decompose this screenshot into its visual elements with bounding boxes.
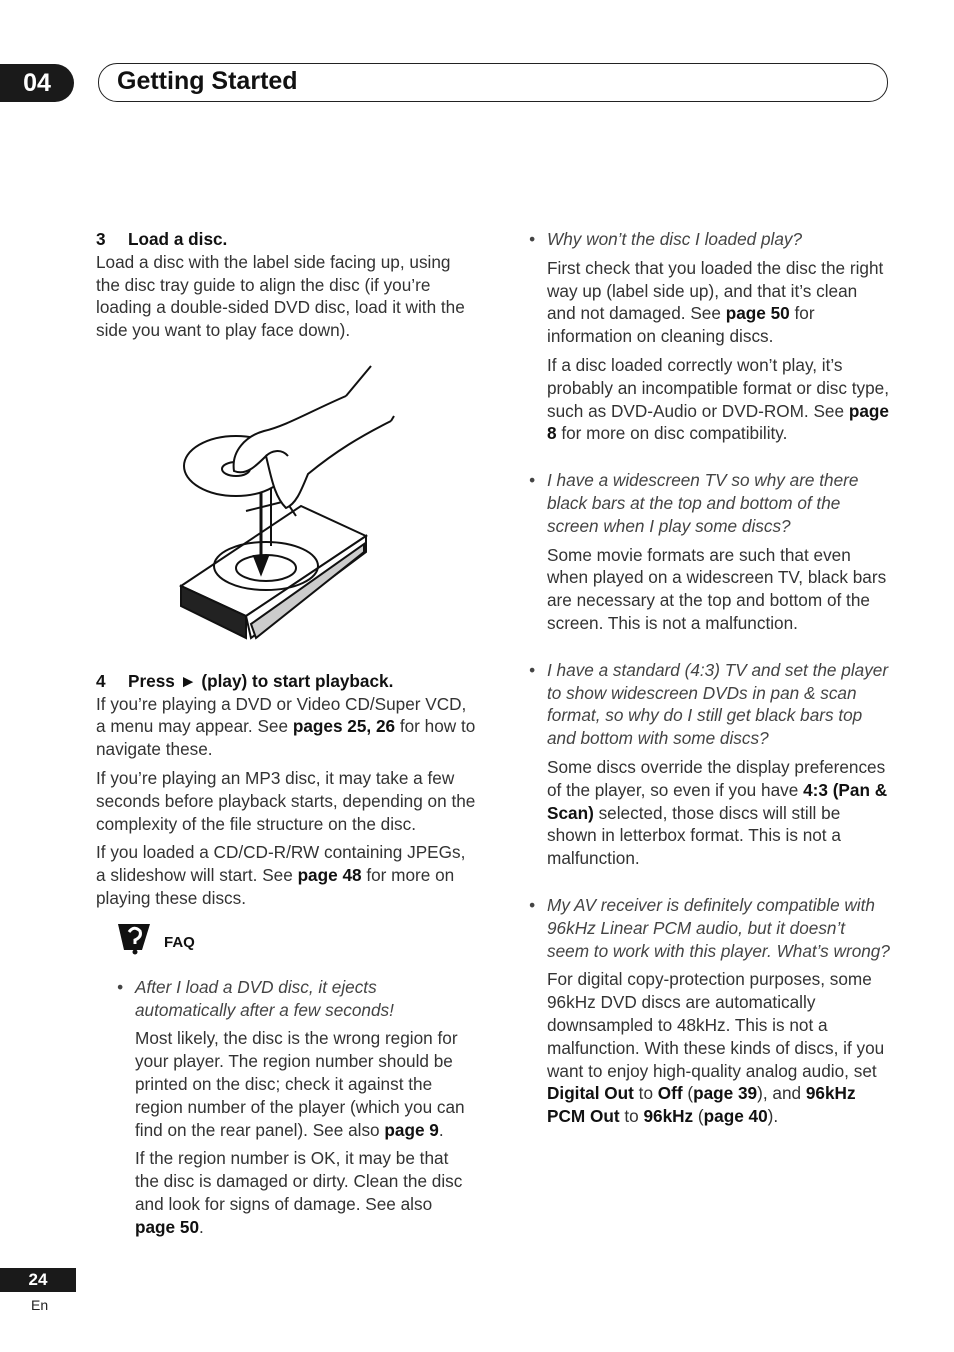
faq-answer: Some movie formats are such that even when played on a widescreen TV, black bars are necessary at the top and bottom of the screen. This is not a malfunction. — [547, 544, 887, 633]
faq-list — [96, 976, 476, 1239]
step-4-heading: 4 Press ► (play) to start playback. — [96, 670, 394, 691]
step-4-para-2: If you’re playing an MP3 disc, it may take a few seconds before playback starts, depending on the complexity of the file structure on the disc. — [96, 767, 476, 834]
faq-heading — [116, 920, 476, 964]
right-column — [528, 228, 890, 1134]
step-3-body: Load a disc with the label side facing up, using the disc tray guide to align the disc (if you’re loading a double-sided DVD disc, load it with the side you want to play face down). — [96, 251, 465, 341]
play-icon: ► — [179, 670, 197, 691]
chapter-title: Getting Started — [117, 67, 298, 95]
faq-icon — [116, 920, 156, 956]
faq-question: • My AV receiver is definitely compatible with 96kHz Linear PCM audio, but it doesn’t seem to work with this player. What’s wrong? — [529, 894, 890, 961]
faq-question: • After I load a DVD disc, it ejects automatically after a few seconds! — [117, 976, 394, 1020]
faq-answer: Some discs override the display preferences of the player, so even if you have 4:3 (Pan & Scan) selected, those discs will still be shown in letterbox format. This is not a malfunction. — [547, 756, 888, 869]
chapter-number: 04 — [0, 64, 74, 102]
faq-label: FAQ — [164, 933, 195, 951]
faq-answer: If a disc loaded correctly won’t play, it’s probably an incompatible format or disc type, such as DVD-Audio or DVD-ROM. See page 8 for more on disc compatibility. — [547, 354, 890, 444]
faq-answer: If the region number is OK, it may be that the disc is damaged or dirty. Clean the disc and look for signs of damage. See also page 50. — [135, 1148, 463, 1237]
faq-answer: For digital copy-protection purposes, some 96kHz DVD discs are automatically downsampled to 48kHz. This is not a malfunction. With these kinds of discs, if you want to enjoy high-quality analog audio, set Digital Out to Off (page 39), and 96kHz PCM Out to 96kHz (page 40). — [547, 969, 885, 1127]
load-disc-illustration — [96, 356, 476, 646]
faq-answer: First check that you loaded the disc the right way up (label side up), and that it’s clean and not damaged. See page 50 for information on cleaning discs. — [547, 257, 884, 347]
faq-question: • Why won’t the disc I loaded play? — [529, 229, 803, 249]
step-4-para-3: If you loaded a CD/CD-R/RW containing JPEGs, a slideshow will start. See page 48 for more on playing these discs. — [96, 842, 466, 908]
step-3-heading: 3 Load a disc. — [96, 229, 228, 249]
language-label: En — [31, 1297, 49, 1313]
faq-question: • I have a widescreen TV so why are there black bars at the top and bottom of the screen when I play some discs? — [529, 470, 859, 536]
chapter-header — [98, 63, 888, 102]
left-column — [96, 228, 476, 1245]
faq-answer: Most likely, the disc is the wrong region for your player. The region number should be printed on the disc; check it against the region number of the player (which you can find on the rear panel). See also page 9. — [135, 1028, 465, 1140]
step-4-para-1: If you’re playing a DVD or Video CD/Super VCD, a menu may appear. See pages 25, 26 for how to navigate these. — [96, 693, 476, 760]
page-number: 24 — [0, 1268, 76, 1292]
faq-question: • I have a standard (4:3) TV and set the player to show widescreen DVDs in pan & scan format, so why do I still get black bars top and bottom with some discs? — [529, 659, 889, 749]
